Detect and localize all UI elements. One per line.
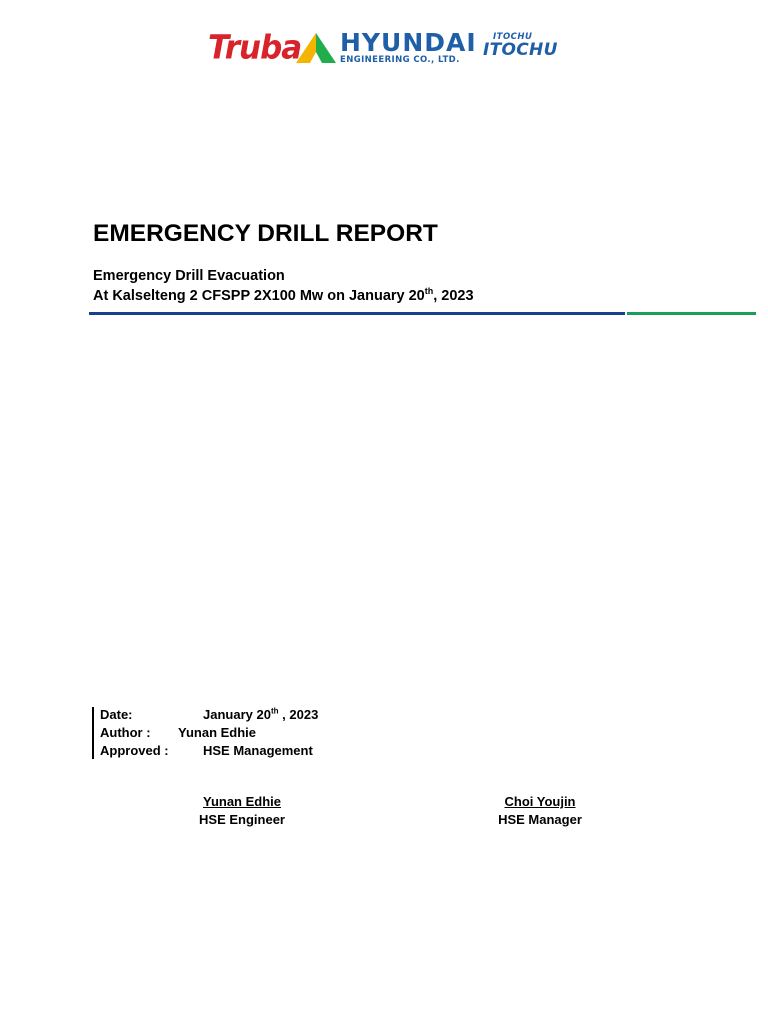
report-subtitle-line2: At Kalselteng 2 CFSPP 2X100 Mw on January 20th, 2023 (93, 286, 474, 304)
hyundai-triangle-logo (296, 32, 336, 64)
signatory-1-name: Yunan Edhie (202, 794, 281, 809)
author-value: Yunan Edhie (178, 725, 257, 740)
title-divider-green (627, 312, 756, 315)
author-label: Author : (100, 725, 151, 740)
meta-left-bar (92, 707, 94, 759)
truba-logo: Truba (208, 29, 302, 67)
approved-value: HSE Management (203, 743, 313, 758)
date-value: January 20th , 2023 (203, 706, 319, 722)
title-divider-blue (89, 312, 625, 315)
hyundai-logo-subtext: ENGINEERING CO., LTD. (340, 55, 460, 65)
date-label: Date: (100, 707, 133, 722)
itochu-logo-mark: ITOCHU (493, 32, 533, 42)
signatory-2-name: Choi Youjin (504, 794, 576, 809)
signatory-1-role: HSE Engineer (199, 812, 285, 827)
approved-label: Approved : (100, 743, 169, 758)
signatory-2-role: HSE Manager (498, 812, 582, 827)
report-subtitle-line1: Emergency Drill Evacuation (93, 268, 285, 284)
itochu-logo: ITOCHU (483, 40, 558, 60)
hyundai-logo: HYUNDAI (340, 28, 477, 57)
report-title: EMERGENCY DRILL REPORT (93, 220, 438, 247)
